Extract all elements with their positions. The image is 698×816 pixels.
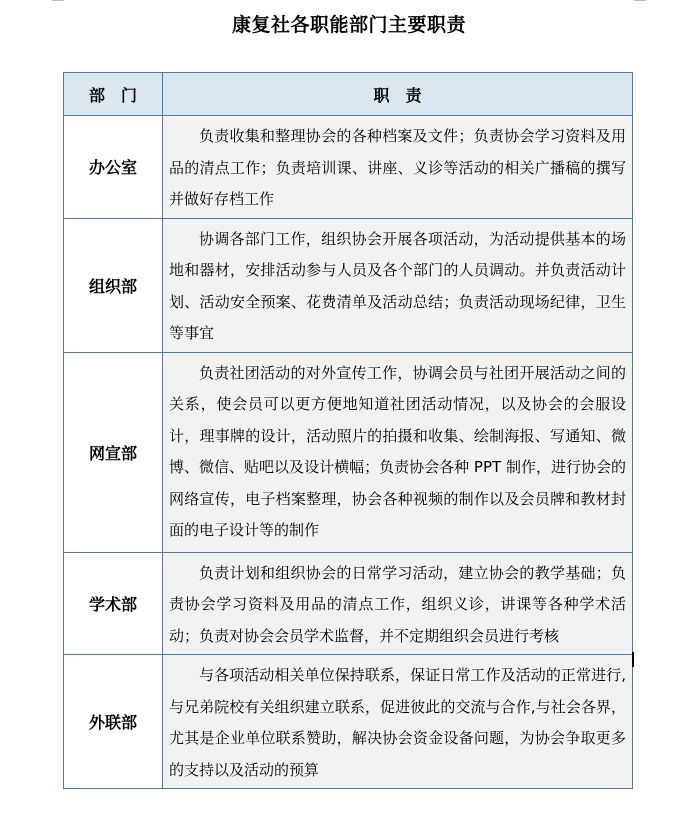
- duties-text: 负责计划和组织协会的日常学习活动，建立协会的教学基础；负责协会学习资料及用品的清点工作，组织义诊，讲课等各种学术活动；负责对协会会员学术监督，并不定期组织会员进行考核: [169, 563, 626, 645]
- table-row: [64, 218, 633, 352]
- text-cursor: [632, 652, 634, 667]
- page-title: 康复社各职能部门主要职责: [231, 14, 466, 36]
- department-cell: 办公室: [64, 116, 163, 219]
- department-cell: 学术部: [64, 552, 163, 655]
- table-row: [64, 655, 633, 789]
- department-column-header: 部 门: [64, 73, 163, 116]
- department-cell: 组织部: [64, 218, 163, 352]
- duties-cell[interactable]: [163, 218, 633, 352]
- duties-text: 与各项活动相关单位保持联系，保证日常工作及活动的正常进行,与兄弟院校有关组织建立联系，促进彼此的交流与合作,与社会各界，尤其是企业单位联系赞助，解决协会资金设备问题，为协会争取更多的支持以及活动的预算: [169, 666, 626, 779]
- duties-column-header: 职 责: [163, 73, 633, 116]
- duties-cell[interactable]: [163, 655, 633, 789]
- duties-cell[interactable]: [163, 352, 633, 552]
- duties-text: 负责社团活动的对外宣传工作，协调会员与社团开展活动之间的关系，使会员可以更方便地知道社团活动情况，以及协会的会服设计，理事牌的设计，活动照片的拍摄和收集、绘制海报、写通知、微博、微信、贴吧以及设计横幅；负责协会各种 PPT 制作，进行协会的网络宣传，电子档案整理，协会各种视频的制作以及会员牌和教材封面的电子设计等的制作: [169, 363, 626, 539]
- duties-table: [63, 72, 633, 789]
- department-cell: 网宣部: [64, 352, 163, 552]
- duties-cell[interactable]: [163, 116, 633, 219]
- page-corner-mark-left: [52, 0, 64, 1]
- duties-text: 负责收集和整理协会的各种档案及文件；负责协会学习资料及用品的清点工作；负责培训课、讲座、义诊等活动的相关广播稿的撰写并做好存档工作: [169, 127, 626, 208]
- table-row: [64, 352, 633, 552]
- page-corner-mark-right: [634, 0, 646, 1]
- table-row: [64, 116, 633, 219]
- table-header-row: [64, 73, 633, 116]
- department-cell: 外联部: [64, 655, 163, 789]
- duties-cell[interactable]: [163, 552, 633, 655]
- table-row: [64, 552, 633, 655]
- duties-text: 协调各部门工作，组织协会开展各项活动，为活动提供基本的场地和器材，安排活动参与人员及各个部门的人员调动。并负责活动计划、活动安全预案、花费清单及活动总结；负责活动现场纪律，卫生等事宜: [169, 229, 626, 342]
